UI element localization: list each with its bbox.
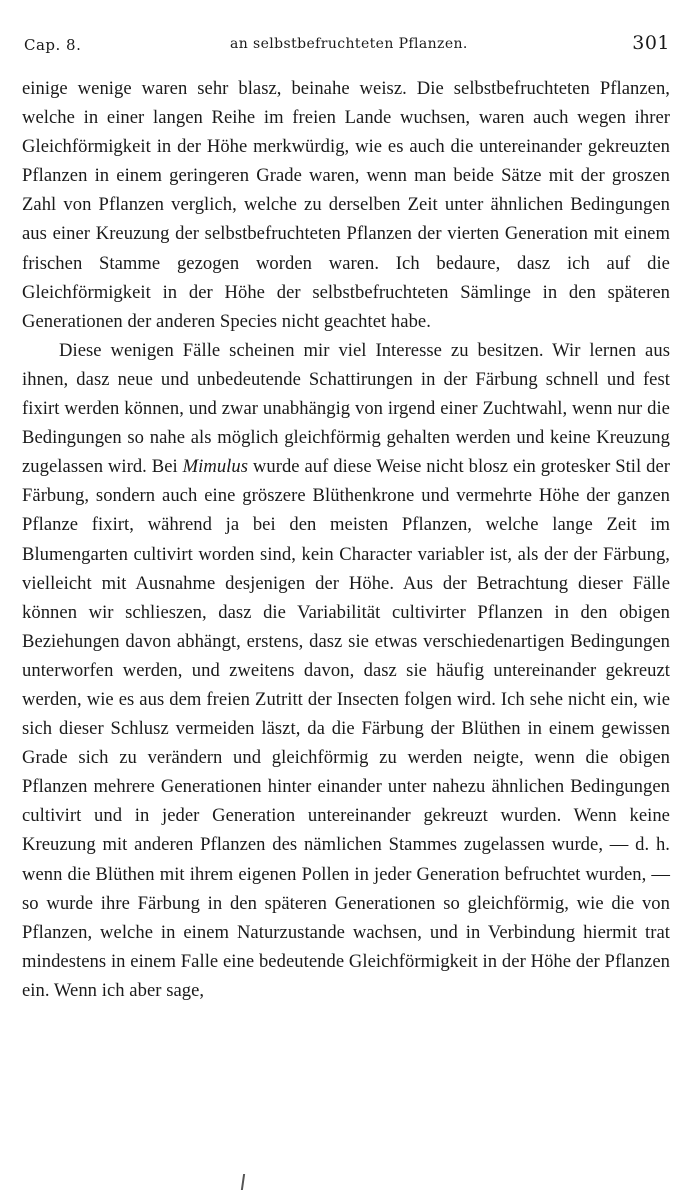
- running-head: [22, 32, 670, 60]
- paragraph-main: [22, 336, 670, 1005]
- page-number: 301: [632, 32, 670, 54]
- chapter-label: Cap. 8.: [24, 36, 82, 54]
- body-text: [22, 74, 670, 1005]
- print-mark: [241, 1174, 245, 1190]
- book-page: [22, 32, 670, 1005]
- running-title: an selbstbefruchteten Pflanzen.: [230, 36, 468, 52]
- paragraph-text-before-italic: Diese wenigen Fälle scheinen mir viel Interesse zu besitzen. Wir lernen aus ihnen, dasz neue und unbedeutende Schattirungen in der Färbung schnell und fest fixirt werden können, und zwar unabhängig von irgend einer Zuchtwahl, wenn nur die Bedingungen so nahe als möglich gleichförmig gehalten werden und keine Kreuzung zugelassen wird. Bei: [22, 339, 670, 478]
- paragraph-text-after-italic: wurde auf diese Weise nicht blosz ein grotesker Stil der Färbung, sondern auch eine gröszere Blüthenkrone und vermehrte Höhe der ganzen Pflanze fixirt, während ja bei den meisten Pflanzen, welche lange Zeit im Blumengarten cultivirt worden sind, kein Character variabler ist, als der der Färbung, vielleicht mit Ausnahme desjenigen der Höhe. Aus der Betrachtung dieser Fälle können wir schlieszen, dasz die Variabilität cultivirter Pflanzen in den obigen Beziehungen davon abhängt, erstens, dasz sie etwas verschiedenartigen Bedingungen unterworfen werden, und zweitens davon, dasz sie häufig untereinander gekreuzt werden, wie es aus dem freien Zutritt der Insecten folgen wird. Ich sehe nicht ein, wie sich dieser Schlusz vermeiden läszt, da die Färbung der Blüthen in einem gewissen Grade sich zu verändern und gleichförmig zu werden neigte, wenn die obigen Pflanzen mehrere Generationen hinter einander unter nahezu ähnlichen Bedingungen cultivirt und in jeder Generation untereinander gekreuzt wurden. Wenn keine Kreuzung mit anderen Pflanzen des nämlichen Stammes zugelassen wurde, — d. h. wenn die Blüthen mit ihrem eigenen Pollen in jeder Generation befruchtet wurden, — so wurde ihre Färbung in den späteren Generationen so gleichförmig, wie die von Pflanzen, welche in einem Naturzustande wachsen, und in Verbindung hiermit trat mindestens in einem Falle eine bedeutende Gleichförmigkeit in der Höhe der Pflanzen ein. Wenn ich aber sage,: [22, 456, 670, 1001]
- species-name-italic: Mimulus: [182, 456, 249, 478]
- paragraph-continued: einige wenige waren sehr blasz, beinahe weisz. Die selbstbefruchteten Pflanzen, welche in einer langen Reihe im freien Lande wuchsen, waren auch wegen ihrer Gleichförmigkeit in der Höhe merkwürdig, wie es auch die untereinander gekreuzten Pflanzen in einem geringeren Grade waren, wenn man beide Sätze mit der groszen Zahl von Pflanzen verglich, welche zu derselben Zeit unter ähnlichen Bedingungen aus einer Kreuzung der selbstbefruchteten Pflanzen der vierten Generation mit einem frischen Stamme gezogen worden waren. Ich bedaure, dasz ich auf die Gleichförmigkeit in der Höhe der selbstbefruchteten Sämlinge in den späteren Generationen der anderen Species nicht geachtet habe.: [22, 78, 670, 332]
